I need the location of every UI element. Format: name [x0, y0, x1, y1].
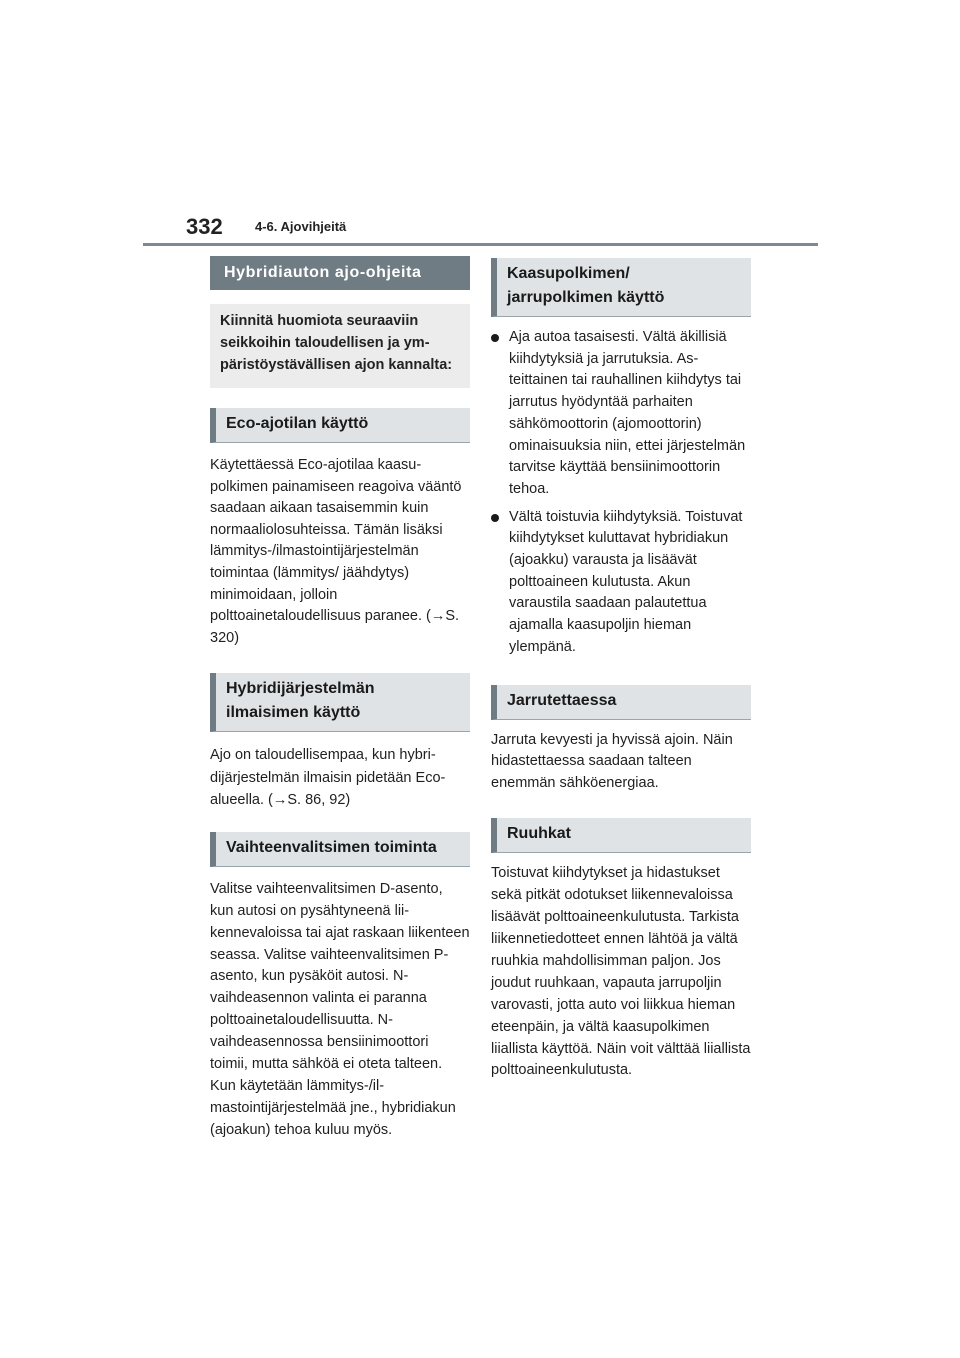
- hybrid-indicator-text: Ajo on taloudellisempaa, kun hybridijärjestelmän ilmaisin pidetään Eco-alueella. (→S. 86, 92): [210, 747, 446, 809]
- list-item: [491, 327, 751, 501]
- section-banner: Hybridiauton ajo-ohjeita: [210, 256, 470, 290]
- eco-mode-text: Käytettäessä Eco-ajotilaa kaasupolkimen painamiseen reagoiva vääntö saadaan aikaan tasaisemmin kuin normaaliolosuhteissa. Tämän lisäksi lämmitys-/ilmastointijärjestelmän toimintaa (lämmitys/ jäähdytys) minimoidaan, jolloin polttoainetaloudellisuus paranee. (→S. 320): [210, 457, 462, 646]
- bullet-text: Aja autoa tasaisesti. Vältä äkillisiä kiihdytyksiä ja jarrutuksia. Asteittainen tai rauhallinen kiihdytys tai jarrutus hyödyntää parhaiten sähkömoottorin (ajomoottorin) ominaisuuksia niin, ettei järjestelmän tarvitse käyttää bensiinimoottorin tehoa.: [509, 329, 746, 497]
- heading-hybrid-indicator: [210, 673, 470, 732]
- braking-text: Jarruta kevyesti ja hyvissä ajoin. Näin hidastettaessa saadaan talteen enemmän sähköenergiaa.: [491, 731, 733, 791]
- heading-eco-mode: Eco-ajotilan käyttö: [210, 408, 470, 443]
- bullet-dot-icon: [491, 334, 499, 342]
- list-item: [491, 507, 751, 659]
- bullet-dot-icon: [491, 514, 499, 522]
- traffic-jams-text: Toistuvat kiihdytykset ja hidastukset sekä pitkät odotukset liikennevaloissa lisäävät polttoaineenkulutusta. Tarkista liikennetiedotteet ennen lähtöä ja vältä ruuhkia mahdollisimman paljon. Jos joudut ruuhkaan, vapauta jarrupoljin varovasti, jotta auto voi liikkua hieman eteenpäin, ja vältä kaasupolkimen liiallista käyttöä. Näin voit välttää liiallista polttoaineenkulutusta.: [491, 865, 751, 1079]
- heading-traffic-jams: Ruuhkat: [491, 818, 751, 853]
- heading-hybrid-indicator-line1: Hybridijärjestelmän: [226, 680, 375, 698]
- heading-braking: Jarrutettaessa: [491, 685, 751, 720]
- right-column: [491, 256, 751, 1082]
- header-divider: [143, 243, 818, 246]
- pedal-tips-list: [491, 327, 751, 659]
- shift-lever-text: Valitse vaihteenvalitsimen D-asento, kun autosi on pysähtyneenä liikennevaloissa tai ajat raskaan liikenteen seassa. Valitse vaihteenvalitsimen P-asento, kun pysäköit autosi. N-vaihdeasennon valinta ei paranna polttoainetaloudellisuutta. N-vaihdeasennossa bensiinimoottori toimii, mutta sähköä ei oteta talteen. Kun käytetään lämmitys-/ilmastointijärjestelmää jne., hybridiakun (ajoakun) tehoa kuluu myös.: [210, 880, 470, 1138]
- heading-pedals-line1: Kaasupolkimen/: [507, 265, 630, 282]
- page-number: 332: [186, 214, 223, 239]
- bullet-text: Vältä toistuvia kiihdytyksiä. Toistuvat kiihdytykset kuluttavat hybridiakun (ajoakku) varausta ja lisäävät polttoaineen kulutusta. Akun varaustila saadaan palautettua ajamalla kaasupoljin hieman ylempänä.: [509, 508, 743, 655]
- left-column: [210, 256, 470, 1142]
- heading-shift-lever: Vaihteenvalitsimen toiminta: [210, 832, 470, 867]
- heading-pedals-line2: jarrupolkimen käyttö: [507, 289, 665, 306]
- heading-pedals: [491, 258, 751, 317]
- intro-box: Kiinnitä huomiota seuraaviin seikkoihin taloudellisen ja ympäristöystävällisen ajon kannalta:: [210, 304, 470, 388]
- section-reference: 4-6. Ajovihjeitä: [255, 219, 347, 234]
- heading-hybrid-indicator-line2: ilmaisimen käyttö: [226, 704, 361, 722]
